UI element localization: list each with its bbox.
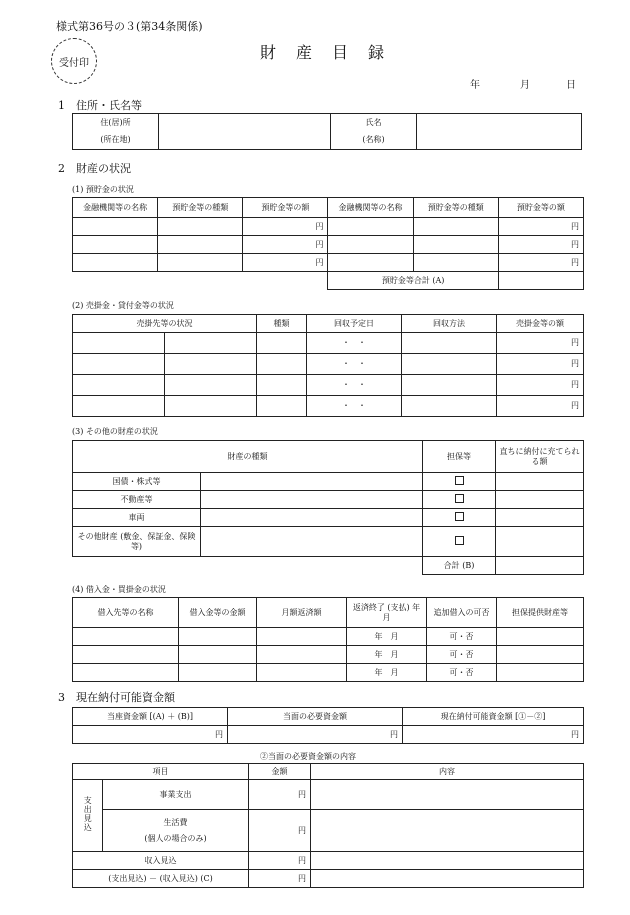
yes-no-choice[interactable]: 可・否 xyxy=(427,628,497,646)
yen-unit[interactable]: 円 xyxy=(497,354,584,375)
section-2-heading: 2 財産の状況 xyxy=(58,162,131,175)
col-header: 月額返済額 xyxy=(257,598,347,628)
col-header: 財産の種類 xyxy=(73,441,423,473)
date-year: 年 xyxy=(470,80,480,91)
table-row xyxy=(73,333,584,354)
col-header: 預貯金等の額 xyxy=(243,198,328,218)
col-header: 売掛金等の額 xyxy=(497,315,584,333)
asset-type: 車両 xyxy=(73,509,201,527)
yes-no-choice[interactable]: 可・否 xyxy=(427,664,497,682)
address-label: 住(居)所 xyxy=(73,114,159,132)
col-header: 借入先等の名称 xyxy=(73,598,179,628)
asset-type: 国債・株式等 xyxy=(73,473,201,491)
yen-unit[interactable]: 円 xyxy=(243,236,328,254)
year-month[interactable]: 年 月 xyxy=(347,646,427,664)
table-row xyxy=(73,354,584,375)
address-table xyxy=(72,113,582,150)
col-header: 回収方法 xyxy=(402,315,497,333)
yen-unit[interactable]: 円 xyxy=(249,852,311,870)
col-header: 金額 xyxy=(249,764,311,780)
yen-unit[interactable]: 円 xyxy=(249,870,311,888)
yen-unit[interactable]: 円 xyxy=(73,726,228,744)
address-field[interactable] xyxy=(159,114,331,150)
table-row xyxy=(73,254,584,272)
loans-heading: (4) 借入金・買掛金の状況 xyxy=(72,585,166,594)
year-month[interactable]: 年 月 xyxy=(347,664,427,682)
yen-unit[interactable]: 円 xyxy=(403,726,584,744)
receivables-table xyxy=(72,314,584,417)
expense-group-label: 支出見込 xyxy=(73,780,103,852)
col-header: 担保等 xyxy=(423,441,496,473)
deposits-table xyxy=(72,197,584,290)
other-assets-heading: (3) その他の財産の状況 xyxy=(72,427,158,436)
reception-stamp: 受付印 xyxy=(51,38,97,84)
name-label: 氏名 xyxy=(331,114,417,132)
col-header: 当面の必要資金額 xyxy=(228,708,403,726)
col-header: 預貯金等の額 xyxy=(498,198,583,218)
table-row xyxy=(73,810,584,852)
date-dots[interactable]: ・ ・ xyxy=(307,396,402,417)
table-row xyxy=(73,473,584,491)
payable-funds-table xyxy=(72,707,584,744)
col-header: 現在納付可能資金額 [①－②] xyxy=(403,708,584,726)
date-day: 日 xyxy=(566,80,576,91)
col-header: 金融機関等の名称 xyxy=(328,198,413,218)
table-row xyxy=(73,870,584,888)
yes-no-choice[interactable]: 可・否 xyxy=(427,646,497,664)
receivables-heading: (2) 売掛金・貸付金等の状況 xyxy=(72,301,174,310)
collateral-checkbox[interactable] xyxy=(423,509,496,527)
col-header: 借入金等の金額 xyxy=(179,598,257,628)
income-label: 収入見込 xyxy=(73,852,249,870)
col-header: 売掛先等の状況 xyxy=(73,315,257,333)
yen-unit[interactable]: 円 xyxy=(243,218,328,236)
date-dots[interactable]: ・ ・ xyxy=(307,354,402,375)
table-row xyxy=(73,509,584,527)
yen-unit[interactable]: 円 xyxy=(498,236,583,254)
business-expense-label: 事業支出 xyxy=(103,780,249,810)
collateral-checkbox[interactable] xyxy=(423,527,496,557)
col-header: 項目 xyxy=(73,764,249,780)
total-row xyxy=(73,557,584,575)
col-header: 金融機関等の名称 xyxy=(73,198,158,218)
col-header: 追加借入の可否 xyxy=(427,598,497,628)
name-sublabel: (名称) xyxy=(331,132,417,150)
table-row xyxy=(73,780,584,810)
yen-unit[interactable]: 円 xyxy=(497,375,584,396)
col-header: 種類 xyxy=(257,315,307,333)
address-sublabel: (所在地) xyxy=(73,132,159,150)
col-header: 預貯金等の種類 xyxy=(158,198,243,218)
table-row xyxy=(73,646,584,664)
deposit-total-field[interactable] xyxy=(498,272,583,290)
col-header: 当座資金額 [(A) ＋ (B)] xyxy=(73,708,228,726)
other-total-field[interactable] xyxy=(496,557,584,575)
living-expense-label: 生活費 (個人の場合のみ) xyxy=(103,810,249,852)
page-title: 財 産 目 録 xyxy=(260,43,387,62)
table-row xyxy=(73,726,584,744)
table-row xyxy=(73,491,584,509)
net-label: (支出見込) － (収入見込) (C) xyxy=(73,870,249,888)
yen-unit[interactable]: 円 xyxy=(249,810,311,852)
table-row xyxy=(73,375,584,396)
loans-table xyxy=(72,597,584,682)
other-total-label: 合計 (B) xyxy=(423,557,496,575)
col-header: 直ちに納付に充てられる額 xyxy=(496,441,584,473)
yen-unit[interactable]: 円 xyxy=(498,254,583,272)
date-dots[interactable]: ・ ・ xyxy=(307,375,402,396)
table-row xyxy=(73,852,584,870)
yen-unit[interactable]: 円 xyxy=(497,333,584,354)
col-header: 返済終了 (支払) 年月 xyxy=(347,598,427,628)
table-row xyxy=(73,664,584,682)
yen-unit[interactable]: 円 xyxy=(497,396,584,417)
yen-unit[interactable]: 円 xyxy=(243,254,328,272)
form-number: 様式第36号の３(第34条関係) xyxy=(56,20,203,33)
col-header: 担保提供財産等 xyxy=(497,598,584,628)
col-header: 回収予定日 xyxy=(307,315,402,333)
collateral-checkbox[interactable] xyxy=(423,473,496,491)
section-3-heading: 3 現在納付可能資金額 xyxy=(58,691,175,704)
asset-type: その他財産 (敷金、保証金、保険等) xyxy=(73,527,201,557)
necessary-funds-title: ②当面の必要資金額の内容 xyxy=(260,752,356,761)
total-row xyxy=(73,272,584,290)
necessary-funds-table xyxy=(72,763,584,888)
deposits-heading: (1) 預貯金の状況 xyxy=(72,185,134,194)
section-1-heading: 1 住所・氏名等 xyxy=(58,99,142,112)
table-row xyxy=(73,527,584,557)
col-header: 預貯金等の種類 xyxy=(413,198,498,218)
col-header: 内容 xyxy=(311,764,584,780)
table-row xyxy=(73,218,584,236)
date-month: 月 xyxy=(520,80,530,91)
deposit-total-label: 預貯金等合計 (A) xyxy=(328,272,498,290)
table-row xyxy=(73,396,584,417)
date-dots[interactable]: ・ ・ xyxy=(307,333,402,354)
year-month[interactable]: 年 月 xyxy=(347,628,427,646)
table-row xyxy=(73,236,584,254)
yen-unit[interactable]: 円 xyxy=(498,218,583,236)
asset-type: 不動産等 xyxy=(73,491,201,509)
yen-unit[interactable]: 円 xyxy=(249,780,311,810)
other-assets-table xyxy=(72,440,584,575)
collateral-checkbox[interactable] xyxy=(423,491,496,509)
table-row xyxy=(73,628,584,646)
name-field[interactable] xyxy=(417,114,582,150)
yen-unit[interactable]: 円 xyxy=(228,726,403,744)
